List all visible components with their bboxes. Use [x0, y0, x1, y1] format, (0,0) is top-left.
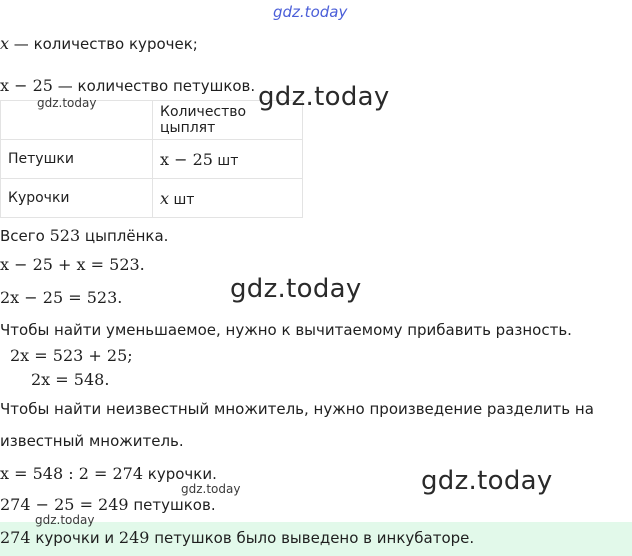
table-row: [1, 179, 303, 218]
table-cell-value: [153, 140, 303, 179]
equation-6: [0, 495, 216, 515]
equation-1: x − 25 + x = 523.: [0, 255, 145, 274]
answer-num-hens: 274: [0, 528, 31, 547]
table-row: [1, 140, 303, 179]
math-x-minus-25: x − 25: [0, 76, 53, 95]
table-header-count: Количество цыплят: [153, 101, 303, 140]
table-math: x − 25: [160, 149, 213, 169]
rule-factor-line2: известный множитель.: [0, 432, 184, 450]
answer-text-2: петушков было выведено в инкубаторе.: [149, 529, 475, 547]
watermark-big-2: gdz.today: [230, 274, 362, 304]
equation-4: 2x = 548.: [31, 370, 110, 389]
watermark-top: gdz.today: [273, 3, 348, 21]
table-cell-value: [153, 179, 303, 218]
total-suffix: цыплёнка.: [80, 227, 169, 245]
equation-2: 2x − 25 = 523.: [0, 288, 123, 307]
equation-5: [0, 464, 217, 484]
rule-factor-line1: Чтобы найти неизвестный множитель, нужно произведение разделить на: [0, 400, 594, 418]
rule-minuend: Чтобы найти уменьшаемое, нужно к вычитаемому прибавить разность.: [0, 321, 572, 339]
equation-6-math: 274 − 25 = 249: [0, 495, 129, 514]
table-cell-label: Петушки: [1, 140, 153, 179]
answer-box: [0, 522, 632, 556]
intro-hens-text: — количество курочек;: [9, 35, 198, 53]
equation-5-text: курочки.: [143, 465, 217, 483]
math-x: x: [0, 34, 10, 53]
table-unit: шт: [169, 191, 195, 208]
intro-line-roosters: [0, 76, 255, 96]
equation-5-math: x = 548 : 2 = 274: [0, 464, 143, 483]
watermark-small-2: gdz.today: [181, 482, 241, 496]
watermark-big-1: gdz.today: [258, 82, 390, 112]
intro-line-hens: [0, 34, 198, 54]
table-unit: шт: [212, 152, 239, 169]
equation-3: 2x = 523 + 25;: [10, 346, 133, 365]
total-line: [0, 226, 168, 246]
total-prefix: Всего: [0, 227, 50, 245]
answer-num-roosters: 249: [118, 528, 150, 547]
table-math: x: [160, 188, 170, 208]
total-number: 523: [49, 226, 81, 245]
equation-6-text: петушков.: [128, 496, 216, 514]
watermark-small-1: gdz.today: [37, 96, 97, 110]
answer-text: [0, 528, 474, 547]
watermark-big-3: gdz.today: [421, 466, 553, 496]
watermark-small-3: gdz.today: [35, 513, 95, 527]
table-cell-label: Курочки: [1, 179, 153, 218]
answer-text-1: курочки и: [30, 529, 119, 547]
chicks-table: [0, 100, 303, 218]
intro-roosters-text: — количество петушков.: [52, 77, 256, 95]
